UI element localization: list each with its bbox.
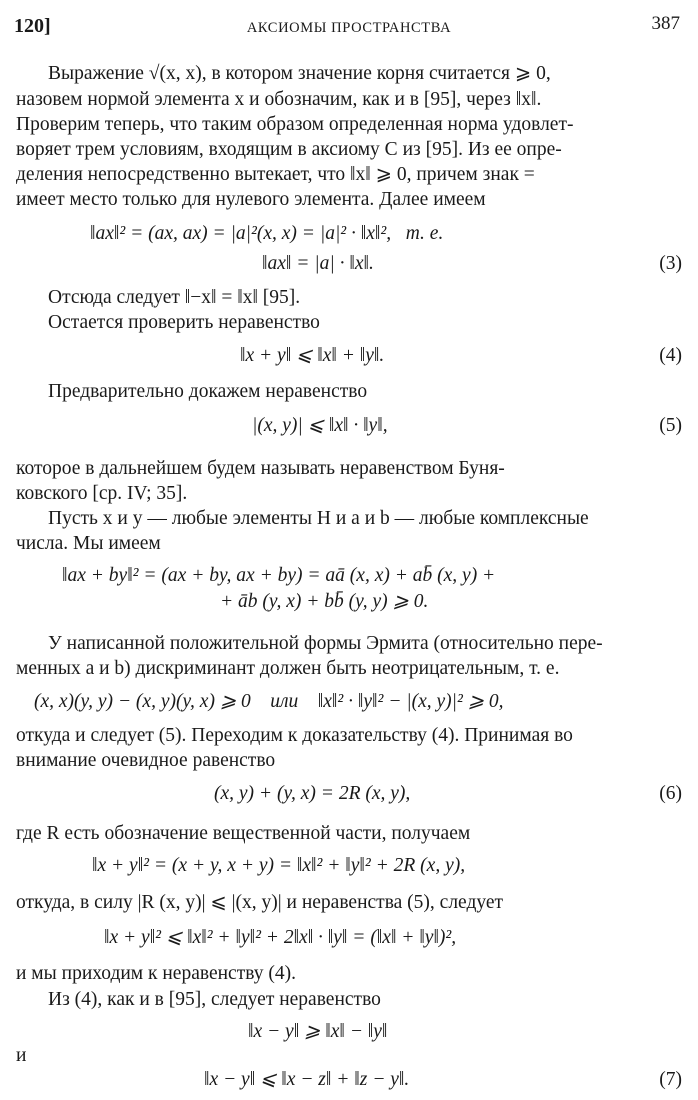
text-line: внимание очевидное равенство: [16, 750, 276, 771]
text-line: и мы приходим к неравенству (4).: [16, 963, 296, 984]
text-line: Выражение √(x, x), в котором значение корня считается ⩾ 0,: [48, 63, 551, 84]
section-number: 120]: [14, 15, 51, 37]
running-head: АКСИОМЫ ПРОСТРАНСТВА: [246, 20, 452, 36]
equation-number: (4): [659, 345, 682, 366]
text-line: откуда, в силу |R (x, y)| ⩽ |(x, y)| и неравенства (5), следует: [16, 892, 504, 913]
text-line: Из (4), как и в [95], следует неравенство: [48, 989, 381, 1010]
equation: ‖ax‖ = |a| · ‖x‖.: [262, 253, 374, 274]
equation: ‖ax‖² = (ax, ax) = |a|²(x, x) = |a|² · ‖x‖², т. е.: [90, 223, 444, 244]
text-line: где R есть обозначение вещественной части, получаем: [16, 823, 471, 844]
page-number: 387: [651, 13, 680, 34]
equation: (x, y) + (y, x) = 2R (x, y),: [214, 783, 411, 804]
text-line: деления непосредственно вытекает, что ‖x‖ ⩾ 0, причем знак =: [16, 164, 535, 185]
text-line: Предварительно докажем неравенство: [48, 381, 368, 402]
equation-number: (5): [659, 415, 682, 436]
equation-number: (6): [659, 783, 682, 804]
equation: |(x, y)| ⩽ ‖x‖ · ‖y‖,: [252, 415, 388, 436]
text-line: воряет трем условиям, входящим в аксиому C из [95]. Из ее опре-: [16, 139, 562, 160]
text-line: У написанной положительной формы Эрмита (относительно пере-: [48, 633, 603, 654]
text-line: Проверим теперь, что таким образом определенная норма удовлет-: [16, 114, 574, 135]
text-line: откуда и следует (5). Переходим к доказательству (4). Принимая во: [16, 725, 573, 746]
text-line: Пусть x и y — любые элементы H и a и b — любые комплексные: [48, 508, 589, 529]
equation: ‖x + y‖² ⩽ ‖x‖² + ‖y‖² + 2‖x‖ · ‖y‖ = (‖x‖ + ‖y‖)²,: [104, 927, 457, 948]
equation: ‖x − y‖ ⩽ ‖x − z‖ + ‖z − y‖.: [204, 1069, 410, 1090]
equation: ‖x − y‖ ⩾ ‖x‖ − ‖y‖: [248, 1021, 388, 1042]
equation: + āb (y, x) + bb̄ (y, y) ⩾ 0.: [220, 591, 429, 612]
equation: ‖x + y‖² = (x + y, x + y) = ‖x‖² + ‖y‖² + 2R (x, y),: [92, 855, 466, 876]
text-line: Отсюда следует ‖−x‖ = ‖x‖ [95].: [48, 287, 301, 308]
equation: ‖x + y‖ ⩽ ‖x‖ + ‖y‖.: [240, 345, 385, 366]
text-line: ковского [ср. IV; 35].: [16, 483, 188, 504]
text-line: Остается проверить неравенство: [48, 312, 320, 333]
equation-number: (3): [659, 253, 682, 274]
text-line: имеет место только для нулевого элемента. Далее имеем: [16, 189, 486, 210]
text-line: и: [16, 1045, 27, 1066]
text-line: менных a и b) дискриминант должен быть неотрицательным, т. е.: [16, 658, 560, 679]
equation: ‖ax + by‖² = (ax + by, ax + by) = aā (x, x) + ab̄ (x, y) +: [62, 565, 496, 586]
equation: (x, x)(y, y) − (x, y)(y, x) ⩾ 0 или ‖x‖² · ‖y‖² − |(x, y)|² ⩾ 0,: [34, 691, 504, 712]
text-line: которое в дальнейшем будем называть неравенством Буня-: [16, 458, 505, 479]
equation-number: (7): [659, 1069, 682, 1090]
text-line: числа. Мы имеем: [16, 533, 161, 554]
text-line: назовем нормой элемента x и обозначим, как и в [95], через ‖x‖.: [16, 89, 542, 110]
